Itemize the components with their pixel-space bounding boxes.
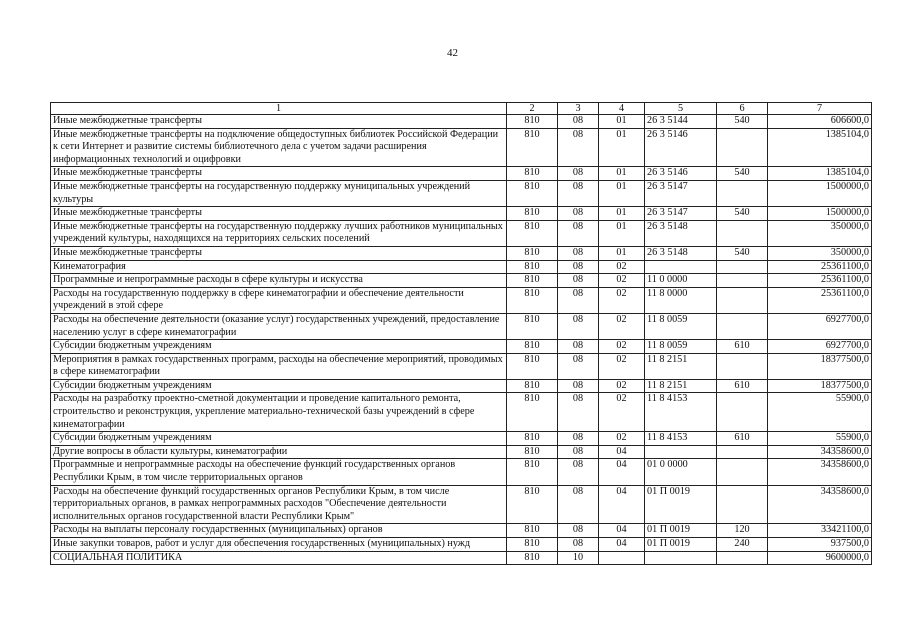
expense-name-cell: Расходы на государственную поддержку в сфере кинематографии и обеспечение деятельности учреждений в этой сфере (51, 287, 507, 313)
target-article-cell: 11 8 0000 (645, 287, 717, 313)
subsection-code-cell: 01 (599, 167, 645, 181)
table-row (51, 340, 872, 354)
section-code-cell: 08 (558, 538, 599, 552)
expense-name-cell: Иные межбюджетные трансферты (51, 167, 507, 181)
section-code-cell: 08 (558, 246, 599, 260)
target-article-cell: 26 3 5148 (645, 220, 717, 246)
section-code-cell: 08 (558, 485, 599, 524)
expense-name-cell: Кинематография (51, 260, 507, 274)
subsection-code-cell: 02 (599, 379, 645, 393)
expense-type-cell: 120 (717, 524, 768, 538)
table-row (51, 274, 872, 288)
target-article-cell (645, 260, 717, 274)
amount-cell: 1385104,0 (768, 128, 872, 167)
target-article-cell (645, 445, 717, 459)
amount-cell: 1500000,0 (768, 180, 872, 206)
section-code-cell: 08 (558, 353, 599, 379)
section-code-cell: 08 (558, 167, 599, 181)
expense-name-cell: Иные межбюджетные трансферты на подключение общедоступных библиотек Российской Федерации к сети Интернет и развитие системы библиотечного дела с учетом задачи расширения информационных технологий и оцифровки (51, 128, 507, 167)
expense-type-cell (717, 274, 768, 288)
expense-type-cell (717, 260, 768, 274)
table-row (51, 260, 872, 274)
grbs-code-cell: 810 (507, 340, 558, 354)
grbs-code-cell: 810 (507, 485, 558, 524)
amount-cell: 937500,0 (768, 538, 872, 552)
amount-cell: 34358600,0 (768, 485, 872, 524)
subsection-code-cell: 02 (599, 287, 645, 313)
expense-type-cell (717, 220, 768, 246)
subsection-code-cell: 02 (599, 260, 645, 274)
amount-cell: 18377500,0 (768, 379, 872, 393)
target-article-cell: 11 8 4153 (645, 432, 717, 446)
expense-type-cell (717, 551, 768, 565)
grbs-code-cell: 810 (507, 445, 558, 459)
grbs-code-cell: 810 (507, 459, 558, 485)
subsection-code-cell: 04 (599, 445, 645, 459)
section-code-cell: 08 (558, 445, 599, 459)
subsection-code-cell: 01 (599, 180, 645, 206)
target-article-cell: 01 П 0019 (645, 524, 717, 538)
expense-name-cell: Иные межбюджетные трансферты (51, 246, 507, 260)
section-code-cell: 08 (558, 524, 599, 538)
grbs-code-cell: 810 (507, 220, 558, 246)
amount-cell: 350000,0 (768, 220, 872, 246)
header-cell: 7 (768, 103, 872, 115)
grbs-code-cell: 810 (507, 287, 558, 313)
subsection-code-cell: 01 (599, 220, 645, 246)
section-code-cell: 08 (558, 115, 599, 129)
table-row (51, 551, 872, 565)
table-row (51, 485, 872, 524)
amount-cell: 350000,0 (768, 246, 872, 260)
table-row (51, 180, 872, 206)
expense-type-cell: 240 (717, 538, 768, 552)
subsection-code-cell: 01 (599, 115, 645, 129)
amount-cell: 18377500,0 (768, 353, 872, 379)
header-cell: 5 (645, 103, 717, 115)
table-row (51, 246, 872, 260)
expense-name-cell: Программные и непрограммные расходы на обеспечение функций государственных органов Республики Крым, в том числе территориальных органов (51, 459, 507, 485)
section-code-cell: 08 (558, 432, 599, 446)
expense-type-cell: 610 (717, 432, 768, 446)
expense-type-cell: 540 (717, 246, 768, 260)
expense-name-cell: Иные межбюджетные трансферты на государственную поддержку муниципальных учреждений культуры (51, 180, 507, 206)
expense-type-cell (717, 287, 768, 313)
table-row (51, 538, 872, 552)
subsection-code-cell: 04 (599, 538, 645, 552)
subsection-code-cell (599, 551, 645, 565)
grbs-code-cell: 810 (507, 313, 558, 339)
subsection-code-cell: 02 (599, 313, 645, 339)
expense-type-cell (717, 353, 768, 379)
table-row (51, 445, 872, 459)
grbs-code-cell: 810 (507, 538, 558, 552)
expense-type-cell: 610 (717, 379, 768, 393)
expense-type-cell (717, 393, 768, 432)
subsection-code-cell: 01 (599, 246, 645, 260)
target-article-cell: 01 П 0019 (645, 485, 717, 524)
table-row (51, 207, 872, 221)
target-article-cell: 11 8 0059 (645, 313, 717, 339)
expense-type-cell (717, 445, 768, 459)
expense-name-cell: Иные межбюджетные трансферты на государственную поддержку лучших работников муниципальных учреждений культуры, находящихся на территориях сельских поселений (51, 220, 507, 246)
subsection-code-cell: 01 (599, 207, 645, 221)
table-row (51, 220, 872, 246)
expense-name-cell: Субсидии бюджетным учреждениям (51, 379, 507, 393)
grbs-code-cell: 810 (507, 260, 558, 274)
header-cell: 2 (507, 103, 558, 115)
table-header-row (51, 103, 872, 115)
target-article-cell: 01 П 0019 (645, 538, 717, 552)
expense-name-cell: Другие вопросы в области культуры, кинематографии (51, 445, 507, 459)
amount-cell: 1385104,0 (768, 167, 872, 181)
amount-cell: 9600000,0 (768, 551, 872, 565)
expense-type-cell (717, 128, 768, 167)
table-row (51, 167, 872, 181)
subsection-code-cell: 04 (599, 459, 645, 485)
subsection-code-cell: 02 (599, 340, 645, 354)
expense-type-cell: 610 (717, 340, 768, 354)
target-article-cell: 26 3 5144 (645, 115, 717, 129)
expense-type-cell (717, 180, 768, 206)
header-cell: 4 (599, 103, 645, 115)
target-article-cell: 11 0 0000 (645, 274, 717, 288)
header-cell: 1 (51, 103, 507, 115)
expense-name-cell: Расходы на обеспечение функций государственных органов Республики Крым, в том числе территориальных органов, в рамках непрограммных расходов "Обеспечение деятельности исполнительных органов государственной власти Республики Крым" (51, 485, 507, 524)
header-cell: 3 (558, 103, 599, 115)
subsection-code-cell: 02 (599, 353, 645, 379)
grbs-code-cell: 810 (507, 180, 558, 206)
section-code-cell: 08 (558, 313, 599, 339)
section-code-cell: 08 (558, 379, 599, 393)
expense-name-cell: Мероприятия в рамках государственных программ, расходы на обеспечение мероприятий, проводимых в сфере кинематографии (51, 353, 507, 379)
grbs-code-cell: 810 (507, 353, 558, 379)
target-article-cell: 26 3 5146 (645, 167, 717, 181)
table-row (51, 379, 872, 393)
table-row (51, 459, 872, 485)
section-code-cell: 08 (558, 459, 599, 485)
table-row (51, 353, 872, 379)
grbs-code-cell: 810 (507, 524, 558, 538)
amount-cell: 6927700,0 (768, 313, 872, 339)
amount-cell: 34358600,0 (768, 459, 872, 485)
expense-type-cell (717, 485, 768, 524)
target-article-cell: 26 3 5147 (645, 207, 717, 221)
expense-type-cell: 540 (717, 207, 768, 221)
table-row (51, 128, 872, 167)
subsection-code-cell: 04 (599, 524, 645, 538)
expense-name-cell: Субсидии бюджетным учреждениям (51, 340, 507, 354)
grbs-code-cell: 810 (507, 379, 558, 393)
target-article-cell (645, 551, 717, 565)
expense-name-cell: СОЦИАЛЬНАЯ ПОЛИТИКА (51, 551, 507, 565)
expense-type-cell (717, 459, 768, 485)
expense-name-cell: Иные межбюджетные трансферты (51, 115, 507, 129)
page-number: 42 (447, 47, 458, 59)
grbs-code-cell: 810 (507, 128, 558, 167)
expense-type-cell (717, 313, 768, 339)
table-row (51, 432, 872, 446)
amount-cell: 1500000,0 (768, 207, 872, 221)
table-row (51, 115, 872, 129)
amount-cell: 25361100,0 (768, 274, 872, 288)
expense-name-cell: Иные закупки товаров, работ и услуг для обеспечения государственных (муниципальных) нужд (51, 538, 507, 552)
amount-cell: 606600,0 (768, 115, 872, 129)
header-cell: 6 (717, 103, 768, 115)
expense-name-cell: Программные и непрограммные расходы в сфере культуры и искусства (51, 274, 507, 288)
section-code-cell: 08 (558, 393, 599, 432)
section-code-cell: 08 (558, 220, 599, 246)
grbs-code-cell: 810 (507, 207, 558, 221)
grbs-code-cell: 810 (507, 551, 558, 565)
target-article-cell: 11 8 2151 (645, 379, 717, 393)
target-article-cell: 26 3 5148 (645, 246, 717, 260)
table-row (51, 524, 872, 538)
section-code-cell: 08 (558, 274, 599, 288)
target-article-cell: 11 8 2151 (645, 353, 717, 379)
section-code-cell: 10 (558, 551, 599, 565)
amount-cell: 33421100,0 (768, 524, 872, 538)
section-code-cell: 08 (558, 260, 599, 274)
amount-cell: 6927700,0 (768, 340, 872, 354)
subsection-code-cell: 02 (599, 432, 645, 446)
expense-type-cell: 540 (717, 115, 768, 129)
grbs-code-cell: 810 (507, 393, 558, 432)
target-article-cell: 01 0 0000 (645, 459, 717, 485)
section-code-cell: 08 (558, 128, 599, 167)
expense-name-cell: Расходы на обеспечение деятельности (оказание услуг) государственных учреждений, предоставление населению услуг в сфере кинематографии (51, 313, 507, 339)
subsection-code-cell: 01 (599, 128, 645, 167)
target-article-cell: 26 3 5147 (645, 180, 717, 206)
section-code-cell: 08 (558, 207, 599, 221)
section-code-cell: 08 (558, 287, 599, 313)
target-article-cell: 11 8 0059 (645, 340, 717, 354)
table-row (51, 313, 872, 339)
grbs-code-cell: 810 (507, 246, 558, 260)
amount-cell: 34358600,0 (768, 445, 872, 459)
table-row (51, 393, 872, 432)
amount-cell: 55900,0 (768, 432, 872, 446)
expense-name-cell: Иные межбюджетные трансферты (51, 207, 507, 221)
grbs-code-cell: 810 (507, 167, 558, 181)
grbs-code-cell: 810 (507, 274, 558, 288)
subsection-code-cell: 02 (599, 393, 645, 432)
target-article-cell: 11 8 4153 (645, 393, 717, 432)
budget-table (50, 102, 872, 565)
table-row (51, 287, 872, 313)
subsection-code-cell: 04 (599, 485, 645, 524)
subsection-code-cell: 02 (599, 274, 645, 288)
expense-name-cell: Расходы на разработку проектно-сметной документации и проведение капитального ремонта, строительство и реконструкция, укрепление материально-технической базы учреждений в сфере кинематографии (51, 393, 507, 432)
section-code-cell: 08 (558, 340, 599, 354)
expense-type-cell: 540 (717, 167, 768, 181)
section-code-cell: 08 (558, 180, 599, 206)
amount-cell: 25361100,0 (768, 260, 872, 274)
amount-cell: 55900,0 (768, 393, 872, 432)
target-article-cell: 26 3 5146 (645, 128, 717, 167)
grbs-code-cell: 810 (507, 432, 558, 446)
grbs-code-cell: 810 (507, 115, 558, 129)
expense-name-cell: Субсидии бюджетным учреждениям (51, 432, 507, 446)
amount-cell: 25361100,0 (768, 287, 872, 313)
expense-name-cell: Расходы на выплаты персоналу государственных (муниципальных) органов (51, 524, 507, 538)
